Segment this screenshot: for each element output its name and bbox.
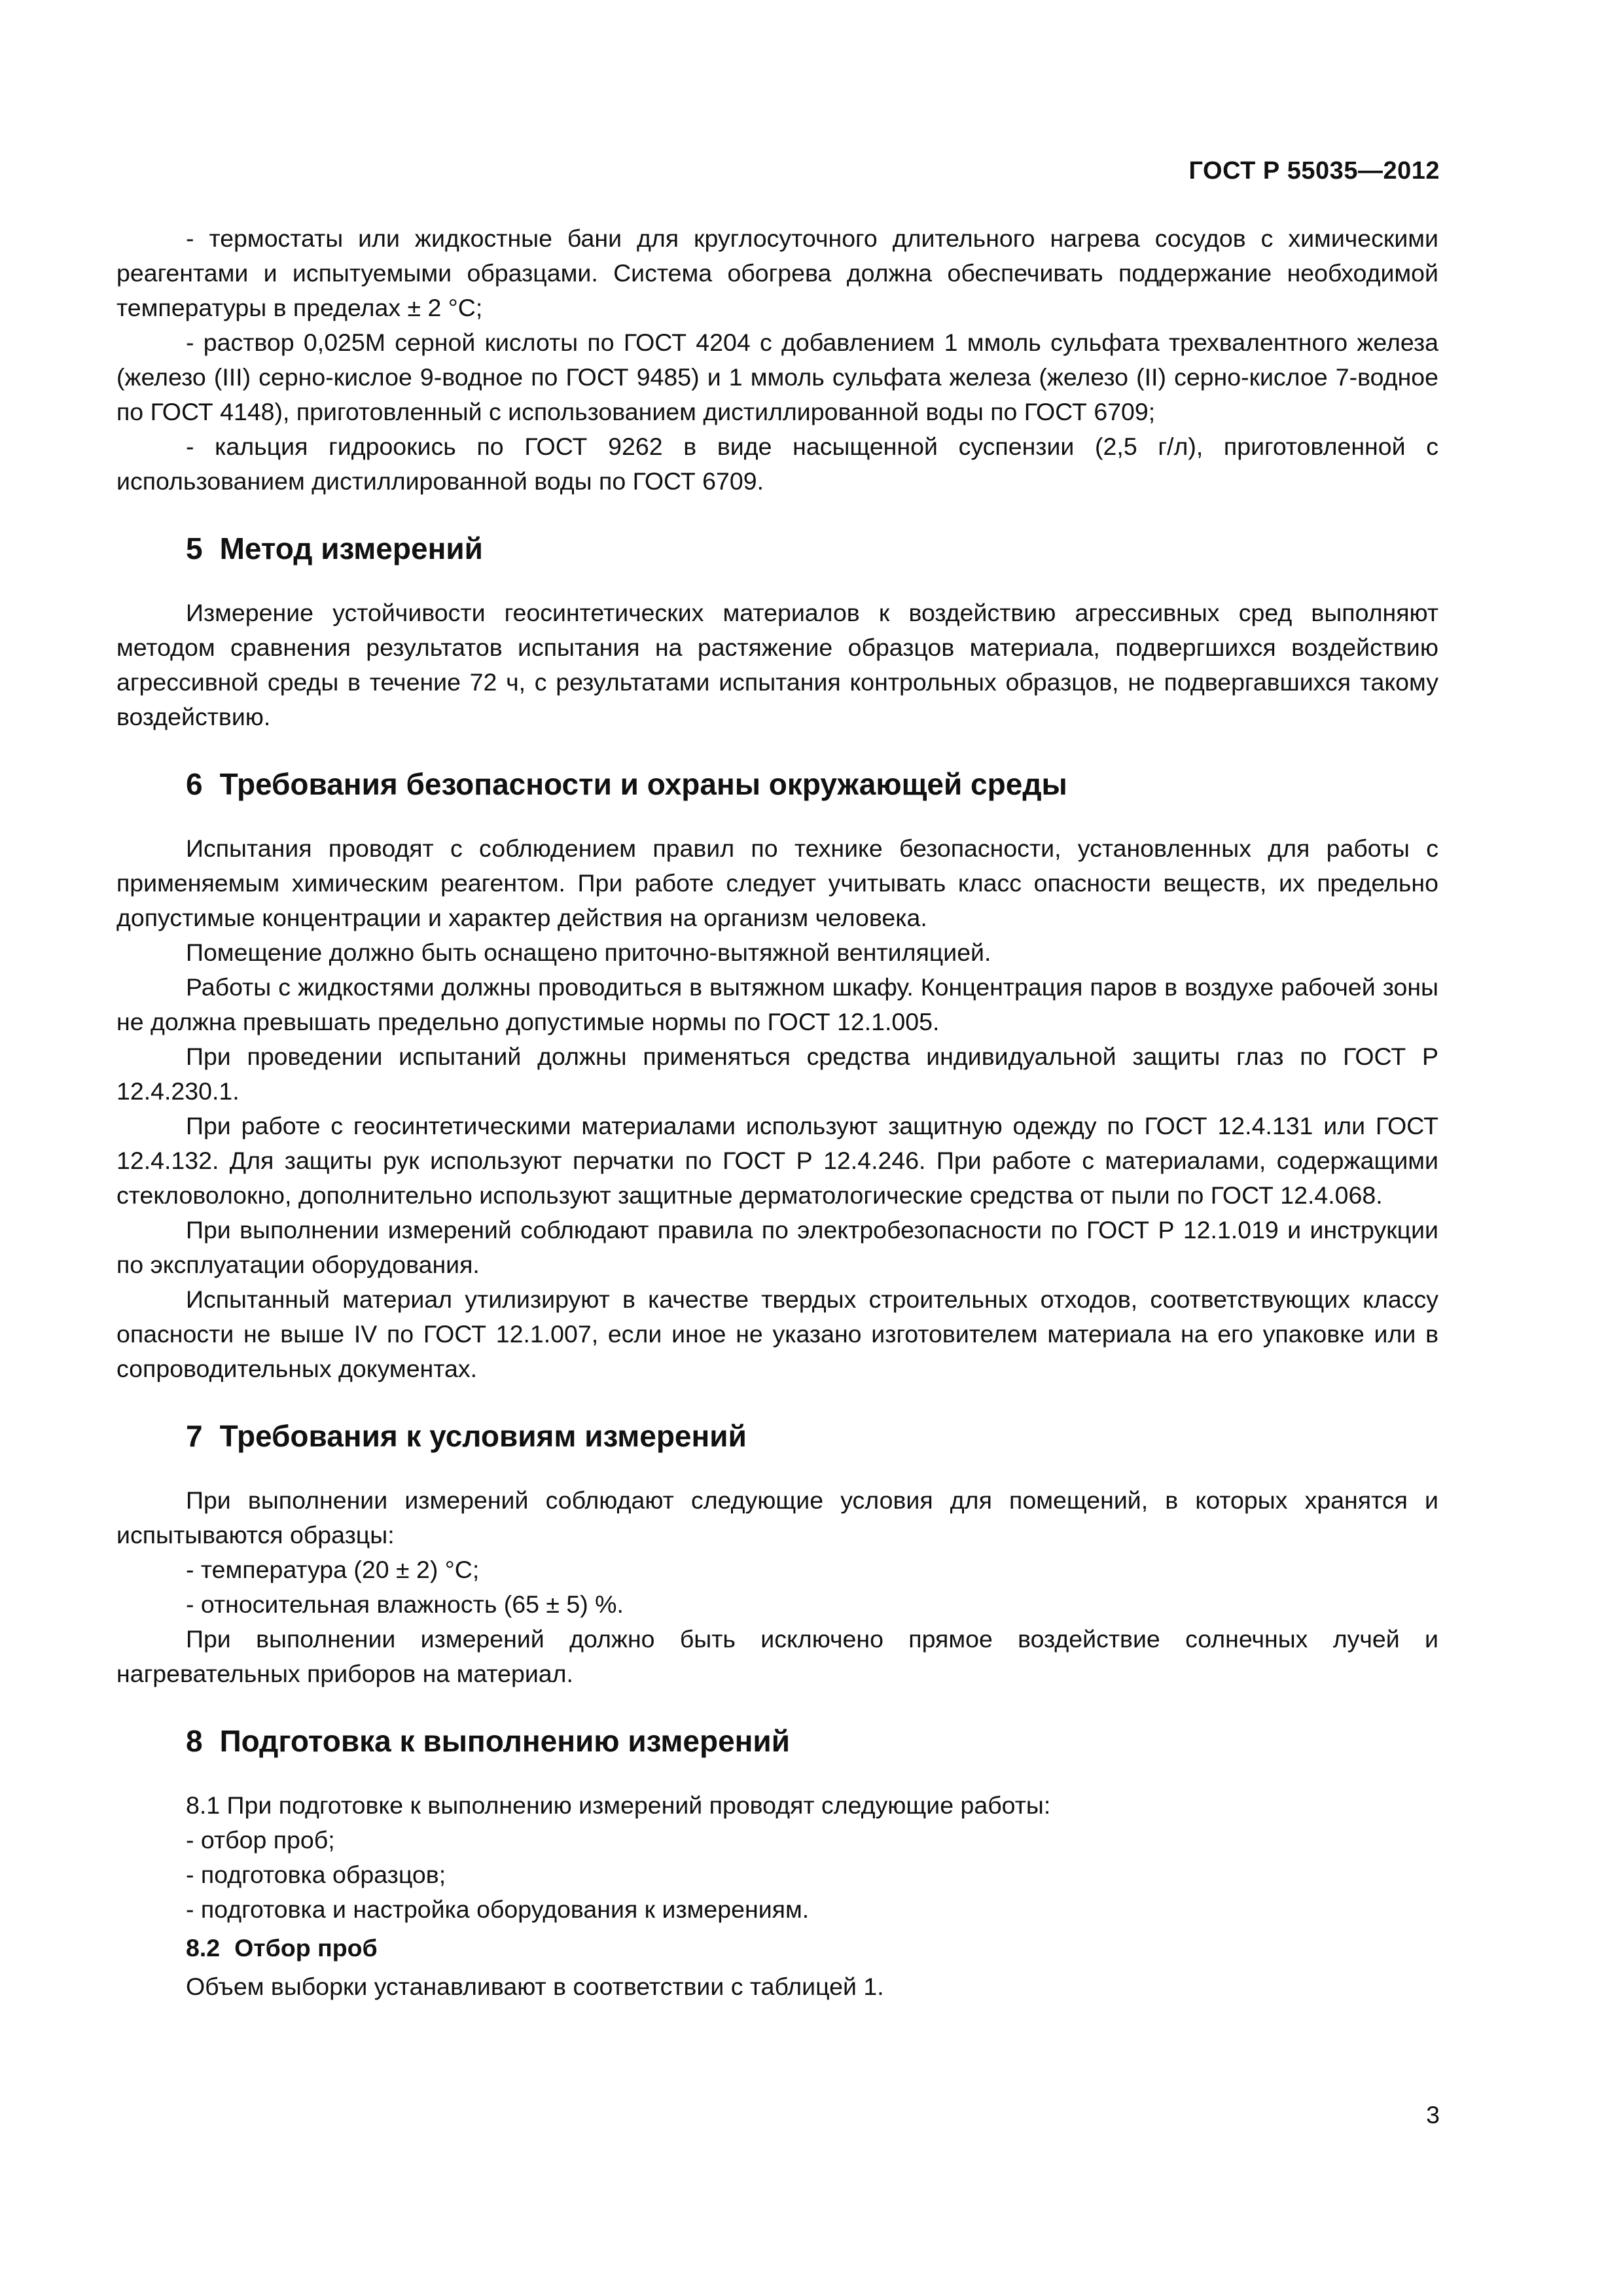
section-7-title: Требования к условиям измерений (219, 1419, 747, 1453)
section-8-1-paragraph: 8.1 При подготовке к выполнению измерений проводят следующие работы: (186, 1791, 1051, 1819)
section-7-list-item-humidity: - относительная влажность (65 ± 5) %. (186, 1590, 624, 1618)
section-5-number: 5 (186, 531, 203, 565)
section-6-paragraph-5: При работе с геосинтетическими материалами используют защитную одежду по ГОСТ 12.4.131 или ГОСТ 12.4.132. Для защиты рук используют перчатки по ГОСТ Р 12.4.246. При работе с материалами, содержащими стекловолокно, дополнительно используют защитные дерматологические средства от пыли по ГОСТ 12.4.068. (116, 1112, 1438, 1209)
section-8-list-item-sampling: - отбор проб; (186, 1826, 335, 1854)
section-8-title: Подготовка к выполнению измерений (219, 1724, 790, 1758)
section-5-title: Метод измерений (219, 531, 483, 565)
section-6-heading (116, 764, 1438, 804)
intro-item-calcium-hydroxide: - кальция гидроокись по ГОСТ 9262 в виде насыщенной суспензии (2,5 г/л), приготовленной с использованием дистиллированной воды по ГОСТ 6709. (116, 433, 1438, 495)
section-8-heading (116, 1721, 1438, 1761)
section-6-paragraph-2: Помещение должно быть оснащено приточно-вытяжной вентиляцией. (186, 939, 991, 966)
subsection-8-2-number: 8.2 (186, 1934, 221, 1962)
intro-item-sulfuric-solution: - раствор 0,025М серной кислоты по ГОСТ 4204 с добавлением 1 ммоль сульфата трехвалентного железа (железо (III) серно-кислое 9-водное по ГОСТ 9485) и 1 ммоль сульфата железа (железо (II) серно-кислое 7-водное по ГОСТ 4148), приготовленный с использованием дистиллированной воды по ГОСТ 6709; (116, 329, 1438, 425)
section-5-paragraph: Измерение устойчивости геосинтетических материалов к воздействию агрессивных сред выполняют методом сравнения результатов испытания на растяжение образцов материала, подвергшихся воздействию агрессивной среды в течение 72 ч, с результатами испытания контрольных образцов, не подвергавшихся такому воздействию. (116, 599, 1438, 730)
section-6-title: Требования безопасности и охраны окружающей среды (219, 767, 1067, 801)
section-7-paragraph-2: При выполнении измерений должно быть исключено прямое воздействие солнечных лучей и нагревательных приборов на материал. (116, 1625, 1438, 1687)
section-8-list-item-specimens: - подготовка образцов; (186, 1861, 446, 1888)
section-7-paragraph-1: При выполнении измерений соблюдают следующие условия для помещений, в которых хранятся и испытываются образцы: (116, 1486, 1438, 1549)
subsection-8-2-paragraph: Объем выборки устанавливают в соответствии с таблицей 1. (186, 1973, 884, 2000)
document-body (116, 221, 1438, 2004)
subsection-8-2-heading (116, 1931, 1438, 1965)
section-6-paragraph-3: Работы с жидкостями должны проводиться в вытяжном шкафу. Концентрация паров в воздухе рабочей зоны не должна превышать предельно допустимые нормы по ГОСТ 12.1.005. (116, 973, 1438, 1035)
subsection-8-2-title: Отбор проб (234, 1934, 378, 1962)
document-code-header: ГОСТ Р 55035—2012 (1188, 157, 1440, 185)
section-6-paragraph-4: При проведении испытаний должны применяться средства индивидуальной защиты глаз по ГОСТ Р 12.4.230.1. (116, 1043, 1438, 1105)
section-7-list-item-temperature: - температура (20 ± 2) °С; (186, 1556, 480, 1583)
section-5-heading (116, 529, 1438, 568)
section-8-number: 8 (186, 1724, 203, 1758)
section-6-paragraph-6: При выполнении измерений соблюдают правила по электробезопасности по ГОСТ Р 12.1.019 и инструкции по эксплуатации оборудования. (116, 1216, 1438, 1278)
section-8-list-item-equipment: - подготовка и настройка оборудования к измерениям. (186, 1895, 810, 1923)
section-6-paragraph-1: Испытания проводят с соблюдением правил по технике безопасности, установленных для работы с применяемым химическим реагентом. При работе следует учитывать класс опасности веществ, их предельно допустимые концентрации и характер действия на организм человека. (116, 834, 1438, 931)
intro-item-thermostats: - термостаты или жидкостные бани для круглосуточного длительного нагрева сосудов с химическими реагентами и испытуемыми образцами. Система обогрева должна обеспечивать поддержание необходимой температуры в пределах ± 2 °С; (116, 224, 1438, 321)
section-7-heading (116, 1416, 1438, 1456)
section-6-number: 6 (186, 767, 203, 801)
section-7-number: 7 (186, 1419, 203, 1453)
page-number: 3 (1426, 2101, 1440, 2128)
section-6-paragraph-7: Испытанный материал утилизируют в качестве твердых строительных отходов, соответствующих классу опасности не выше IV по ГОСТ 12.1.007, если иное не указано изготовителем материала на его упаковке или в сопроводительных документах. (116, 1285, 1438, 1382)
